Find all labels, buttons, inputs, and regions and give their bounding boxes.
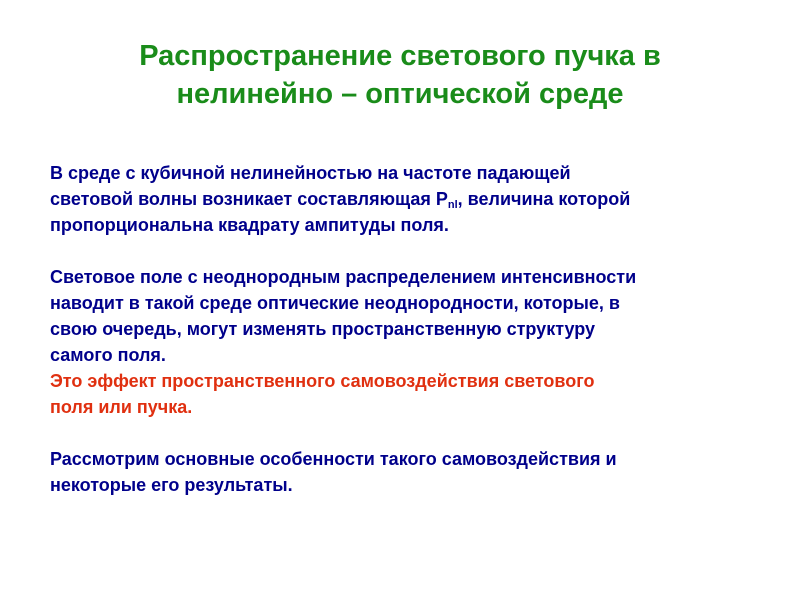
paragraph3-line-2: некоторые его результаты.: [50, 475, 293, 495]
paragraph1-line-3: пропорциональна квадрату ампитуды поля.: [50, 215, 449, 235]
paragraph-self-action: [50, 264, 780, 420]
paragraph-spacer: [50, 238, 780, 264]
paragraph1-line-1: В среде с кубичной нелинейностью на частоте падающей: [50, 163, 571, 183]
paragraph-conclusion: [50, 446, 780, 498]
paragraph-spacer: [50, 420, 780, 446]
paragraph-nonlinearity: [50, 160, 780, 238]
slide-title: [0, 37, 800, 113]
paragraph2-line-4: самого поля.: [50, 345, 166, 365]
title-line-2: нелинейно – оптической среде: [176, 78, 624, 110]
paragraph2-line-2: наводит в такой среде оптические неоднородности, которые, в: [50, 293, 620, 313]
highlight-line-1: Это эффект пространственного самовоздействия светового: [50, 371, 595, 391]
paragraph1-line-2-text: световой волны возникает составляющая P: [50, 189, 448, 209]
polarization-subscript: nl: [447, 199, 458, 211]
paragraph1-line-2-tail: , величина которой: [457, 189, 631, 209]
paragraph2-line-1: Световое поле с неоднородным распределением интенсивности: [50, 267, 637, 287]
paragraph3-line-1: Рассмотрим основные особенности такого самовоздействия и: [50, 449, 617, 469]
slide-body: [50, 160, 780, 498]
title-line-1: Распространение светового пучка в: [139, 40, 661, 72]
highlight-line-2: поля или пучка.: [50, 397, 193, 417]
paragraph2-line-3: свою очередь, могут изменять пространственную структуру: [50, 319, 596, 339]
paragraph1-line-2: [50, 186, 780, 212]
